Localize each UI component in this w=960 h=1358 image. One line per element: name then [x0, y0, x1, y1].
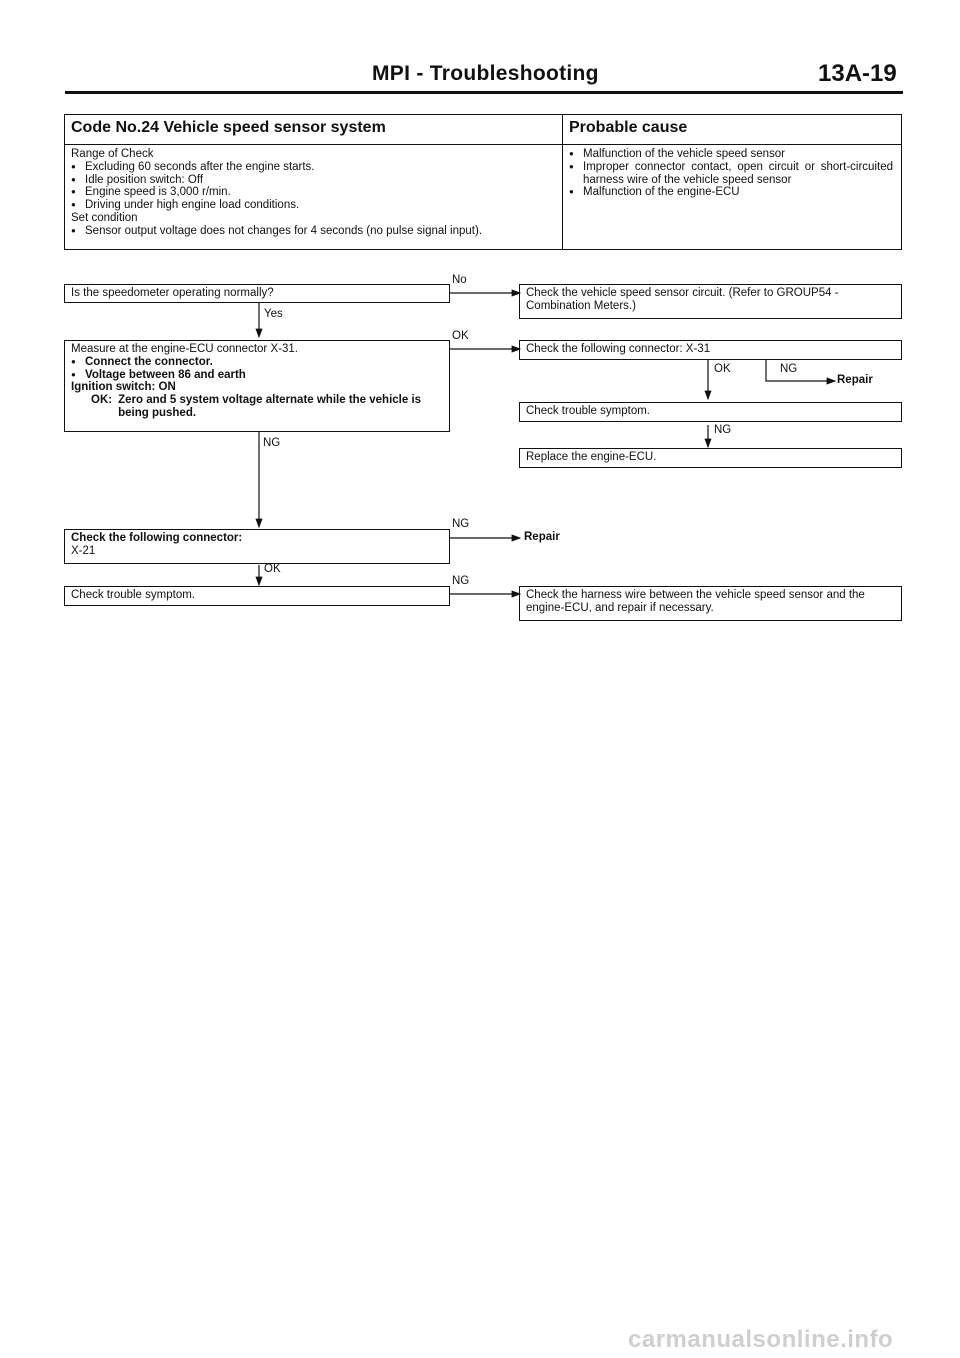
ok-label: OK: [452, 330, 469, 342]
ng-label: NG: [714, 424, 732, 436]
page-title: MPI - Troubleshooting: [372, 62, 599, 85]
range-item: ● Excluding 60 seconds after the engine starts.: [71, 161, 562, 174]
ng-label: NG: [780, 363, 798, 375]
ok-label: OK: [264, 563, 281, 575]
watermark: carmanualsonline.info: [628, 1326, 894, 1353]
speedometer-question-box: [64, 284, 450, 303]
measure-instruction: Measure at the engine-ECU connector X-31.: [71, 343, 298, 355]
x31-connector-check-box: [519, 340, 902, 360]
set-condition-label: Set condition: [71, 211, 138, 224]
measure-item: ● Voltage between 86 and earth: [71, 369, 443, 382]
x21-connector-check-text: Check the following connector:: [71, 532, 243, 544]
ignition-condition: Ignition switch: ON: [71, 381, 176, 394]
trouble-symptom-text: Check trouble symptom.: [526, 405, 650, 417]
trouble-symptom-box: [519, 402, 902, 422]
harness-wire-check-box: [519, 586, 902, 621]
replace-ecu-text: Replace the engine-ECU.: [526, 451, 657, 463]
no-label: No: [452, 274, 467, 286]
range-item: ● Idle position switch: Off: [71, 174, 562, 187]
measure-item: ● Connect the connector.: [71, 356, 443, 369]
x21-connector-id: X-21: [71, 544, 96, 557]
x31-connector-check-text: Check the following connector: X-31: [526, 343, 711, 355]
page-number: 13A-19: [818, 60, 897, 87]
cause-item: ● Improper connector contact, open circuit or short-circuited harness wire of the vehicle speed sensor: [569, 161, 893, 187]
ok-condition: [71, 394, 443, 420]
code-header: Code No.24 Vehicle speed sensor system: [65, 115, 562, 145]
trouble-symptom-box-2: [64, 586, 450, 606]
trouble-symptom-text: Check trouble symptom.: [71, 589, 195, 601]
harness-wire-check-text: Check the harness wire between the vehicle speed sensor and the engine-ECU, and repair if necessary.: [526, 589, 865, 614]
ng-label: NG: [263, 437, 281, 449]
repair-label: Repair: [524, 531, 560, 543]
ok-label: OK: [714, 363, 731, 375]
ng-label: NG: [452, 575, 470, 587]
replace-ecu-box: [519, 448, 902, 468]
repair-label: Repair: [837, 374, 873, 386]
speedometer-question: Is the speedometer operating normally?: [71, 287, 274, 299]
sensor-circuit-check-box: [519, 284, 902, 319]
ng-label: NG: [452, 518, 470, 530]
range-item: ● Driving under high engine load conditions.: [71, 199, 562, 212]
range-item: ● Engine speed is 3,000 r/min.: [71, 186, 562, 199]
ok-condition-label: OK:: [91, 394, 113, 407]
cause-item: ● Malfunction of the vehicle speed sensor: [569, 148, 893, 161]
ok-condition-text: Zero and 5 system voltage alternate while the vehicle is being pushed.: [118, 394, 422, 419]
yes-label: Yes: [264, 308, 283, 320]
cause-header: Probable cause: [563, 115, 901, 145]
sensor-circuit-check-text: Check the vehicle speed sensor circuit. (Refer to GROUP54 - Combination Meters.): [526, 287, 839, 312]
cause-item: ● Malfunction of the engine-ECU: [569, 186, 893, 199]
x21-connector-check-box: [64, 529, 450, 564]
measure-box: [64, 340, 450, 432]
range-label: Range of Check: [71, 148, 154, 160]
set-item: ● Sensor output voltage does not changes for 4 seconds (no pulse signal input).: [71, 225, 562, 238]
